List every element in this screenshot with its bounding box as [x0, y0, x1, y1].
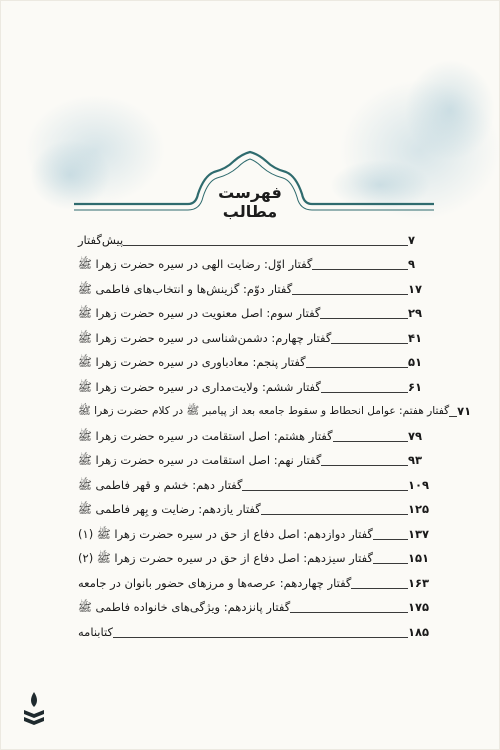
toc-entry[interactable] [74, 273, 434, 298]
toc-entry[interactable] [74, 518, 434, 543]
toc-entry[interactable] [74, 249, 434, 274]
leader-line [261, 514, 408, 515]
toc-entry-page: ۹ [408, 257, 416, 271]
leader-line [449, 416, 457, 417]
publisher-logo-icon [21, 690, 47, 730]
toc-entry-page: ۷۱ [457, 404, 472, 418]
toc-entry-page: ۱۲۵ [408, 502, 430, 516]
toc-entry[interactable] [74, 420, 434, 445]
toc-entry-title: گفتار هفتم: عوامل انحطاط و سقوط جامعه بعد از پیامبر ﷺ در کلام حضرت زهرا ﷺ [78, 405, 450, 417]
toc-entry-page: ۹۳ [408, 453, 423, 467]
toc-entry[interactable] [74, 494, 434, 519]
toc-entry-title: گفتار نهم: اصل استقامت در سیره حضرت زهرا ﷺ [78, 453, 322, 467]
toc-entry[interactable] [74, 567, 434, 592]
toc-entry[interactable] [74, 322, 434, 347]
toc-entry-page: ۲۹ [408, 306, 423, 320]
leader-line [290, 612, 408, 613]
leader-line [312, 269, 408, 270]
leader-line [373, 563, 408, 564]
toc-entry-page: ۱۳۷ [408, 526, 430, 541]
toc-entry[interactable] [74, 371, 434, 396]
toc-entry-title: گفتار پنجم: معادباوری در سیره حضرت زهرا ﷺ [78, 355, 306, 369]
toc-entry-title: گفتار اوّل: رضایت الهی در سیره حضرت زهرا ﷺ [78, 257, 313, 271]
toc-entry[interactable] [74, 347, 434, 372]
leader-line [351, 588, 408, 589]
toc-entry-title: گفتار ششم: ولایت‌مداری در سیره حضرت زهرا ﷺ [78, 379, 321, 394]
leader-line [331, 343, 408, 344]
toc-entry-page: ۱۶۳ [408, 575, 430, 590]
toc-entry-title: گفتار هشتم: اصل استقامت در سیره حضرت زهرا ﷺ [78, 428, 333, 443]
leader-line [321, 392, 408, 393]
toc-entry-page: ۶۱ [408, 379, 423, 394]
toc-entry-page: ۷۹ [408, 428, 423, 443]
toc-entry-page: ۵۱ [408, 355, 423, 369]
toc-entry-page: ۱۵۱ [408, 551, 430, 565]
toc-entry-title: گفتار دوّم: گزینش‌ها و انتخاب‌های فاطمی ﷺ [78, 281, 293, 296]
toc-entry-title: گفتار سیزدهم: اصل دفاع از حق در سیره حضرت زهرا ﷺ (۲) [78, 551, 373, 565]
leader-line [373, 539, 408, 540]
toc-entry[interactable] [74, 469, 434, 494]
toc-entry-title: گفتار چهاردهم: عرصه‌ها و مرزهای حضور بانوان در جامعه [78, 575, 352, 590]
toc-entry-title: گفتار پانزدهم: ویژگی‌های خانواده فاطمی ﷺ [78, 600, 291, 614]
page-title: فهرست مطالب [218, 183, 282, 221]
toc-entry-title: گفتار چهارم: دشمن‌شناسی در سیره حضرت زهرا ﷺ [78, 330, 332, 345]
toc-entry-title: کتابنامه [78, 624, 113, 639]
leader-line [321, 465, 408, 466]
toc-entry[interactable] [74, 298, 434, 323]
toc-entry[interactable] [74, 543, 434, 568]
toc-entry[interactable] [74, 616, 434, 641]
toc-entry-title: گفتار یازدهم: رضایت و بِهر فاطمی ﷺ [78, 502, 261, 516]
leader-line [306, 367, 408, 368]
toc-entry-title: پیش‌گفتار [78, 232, 124, 247]
toc-entry-title: گفتار دهم: خشم و قهر فاطمی ﷺ [78, 477, 243, 492]
leader-line [113, 637, 408, 638]
leader-line [242, 490, 408, 491]
leader-line [292, 294, 408, 295]
toc-entry[interactable] [74, 224, 434, 249]
table-of-contents [74, 224, 472, 641]
toc-entry-page: ۱۸۵ [408, 624, 430, 639]
toc-entry-title: گفتار دوازدهم: اصل دفاع از حق در سیره حضرت زهرا ﷺ (۱) [78, 526, 373, 541]
toc-entry[interactable] [74, 592, 434, 617]
leader-line [333, 441, 408, 442]
toc-entry-title: گفتار سوم: اصل معنویت در سیره حضرت زهرا ﷺ [78, 306, 321, 320]
toc-entry-page: ۱۷ [408, 281, 423, 296]
toc-entry-page: ۷ [408, 232, 416, 247]
leader-line [123, 245, 408, 246]
toc-entry-page: ۱۷۵ [408, 600, 430, 614]
toc-entry[interactable] [74, 445, 434, 470]
leader-line [320, 318, 408, 319]
toc-entry-page: ۱۰۹ [408, 477, 430, 492]
toc-entry-page: ۴۱ [408, 330, 423, 345]
toc-entry[interactable] [74, 396, 472, 421]
